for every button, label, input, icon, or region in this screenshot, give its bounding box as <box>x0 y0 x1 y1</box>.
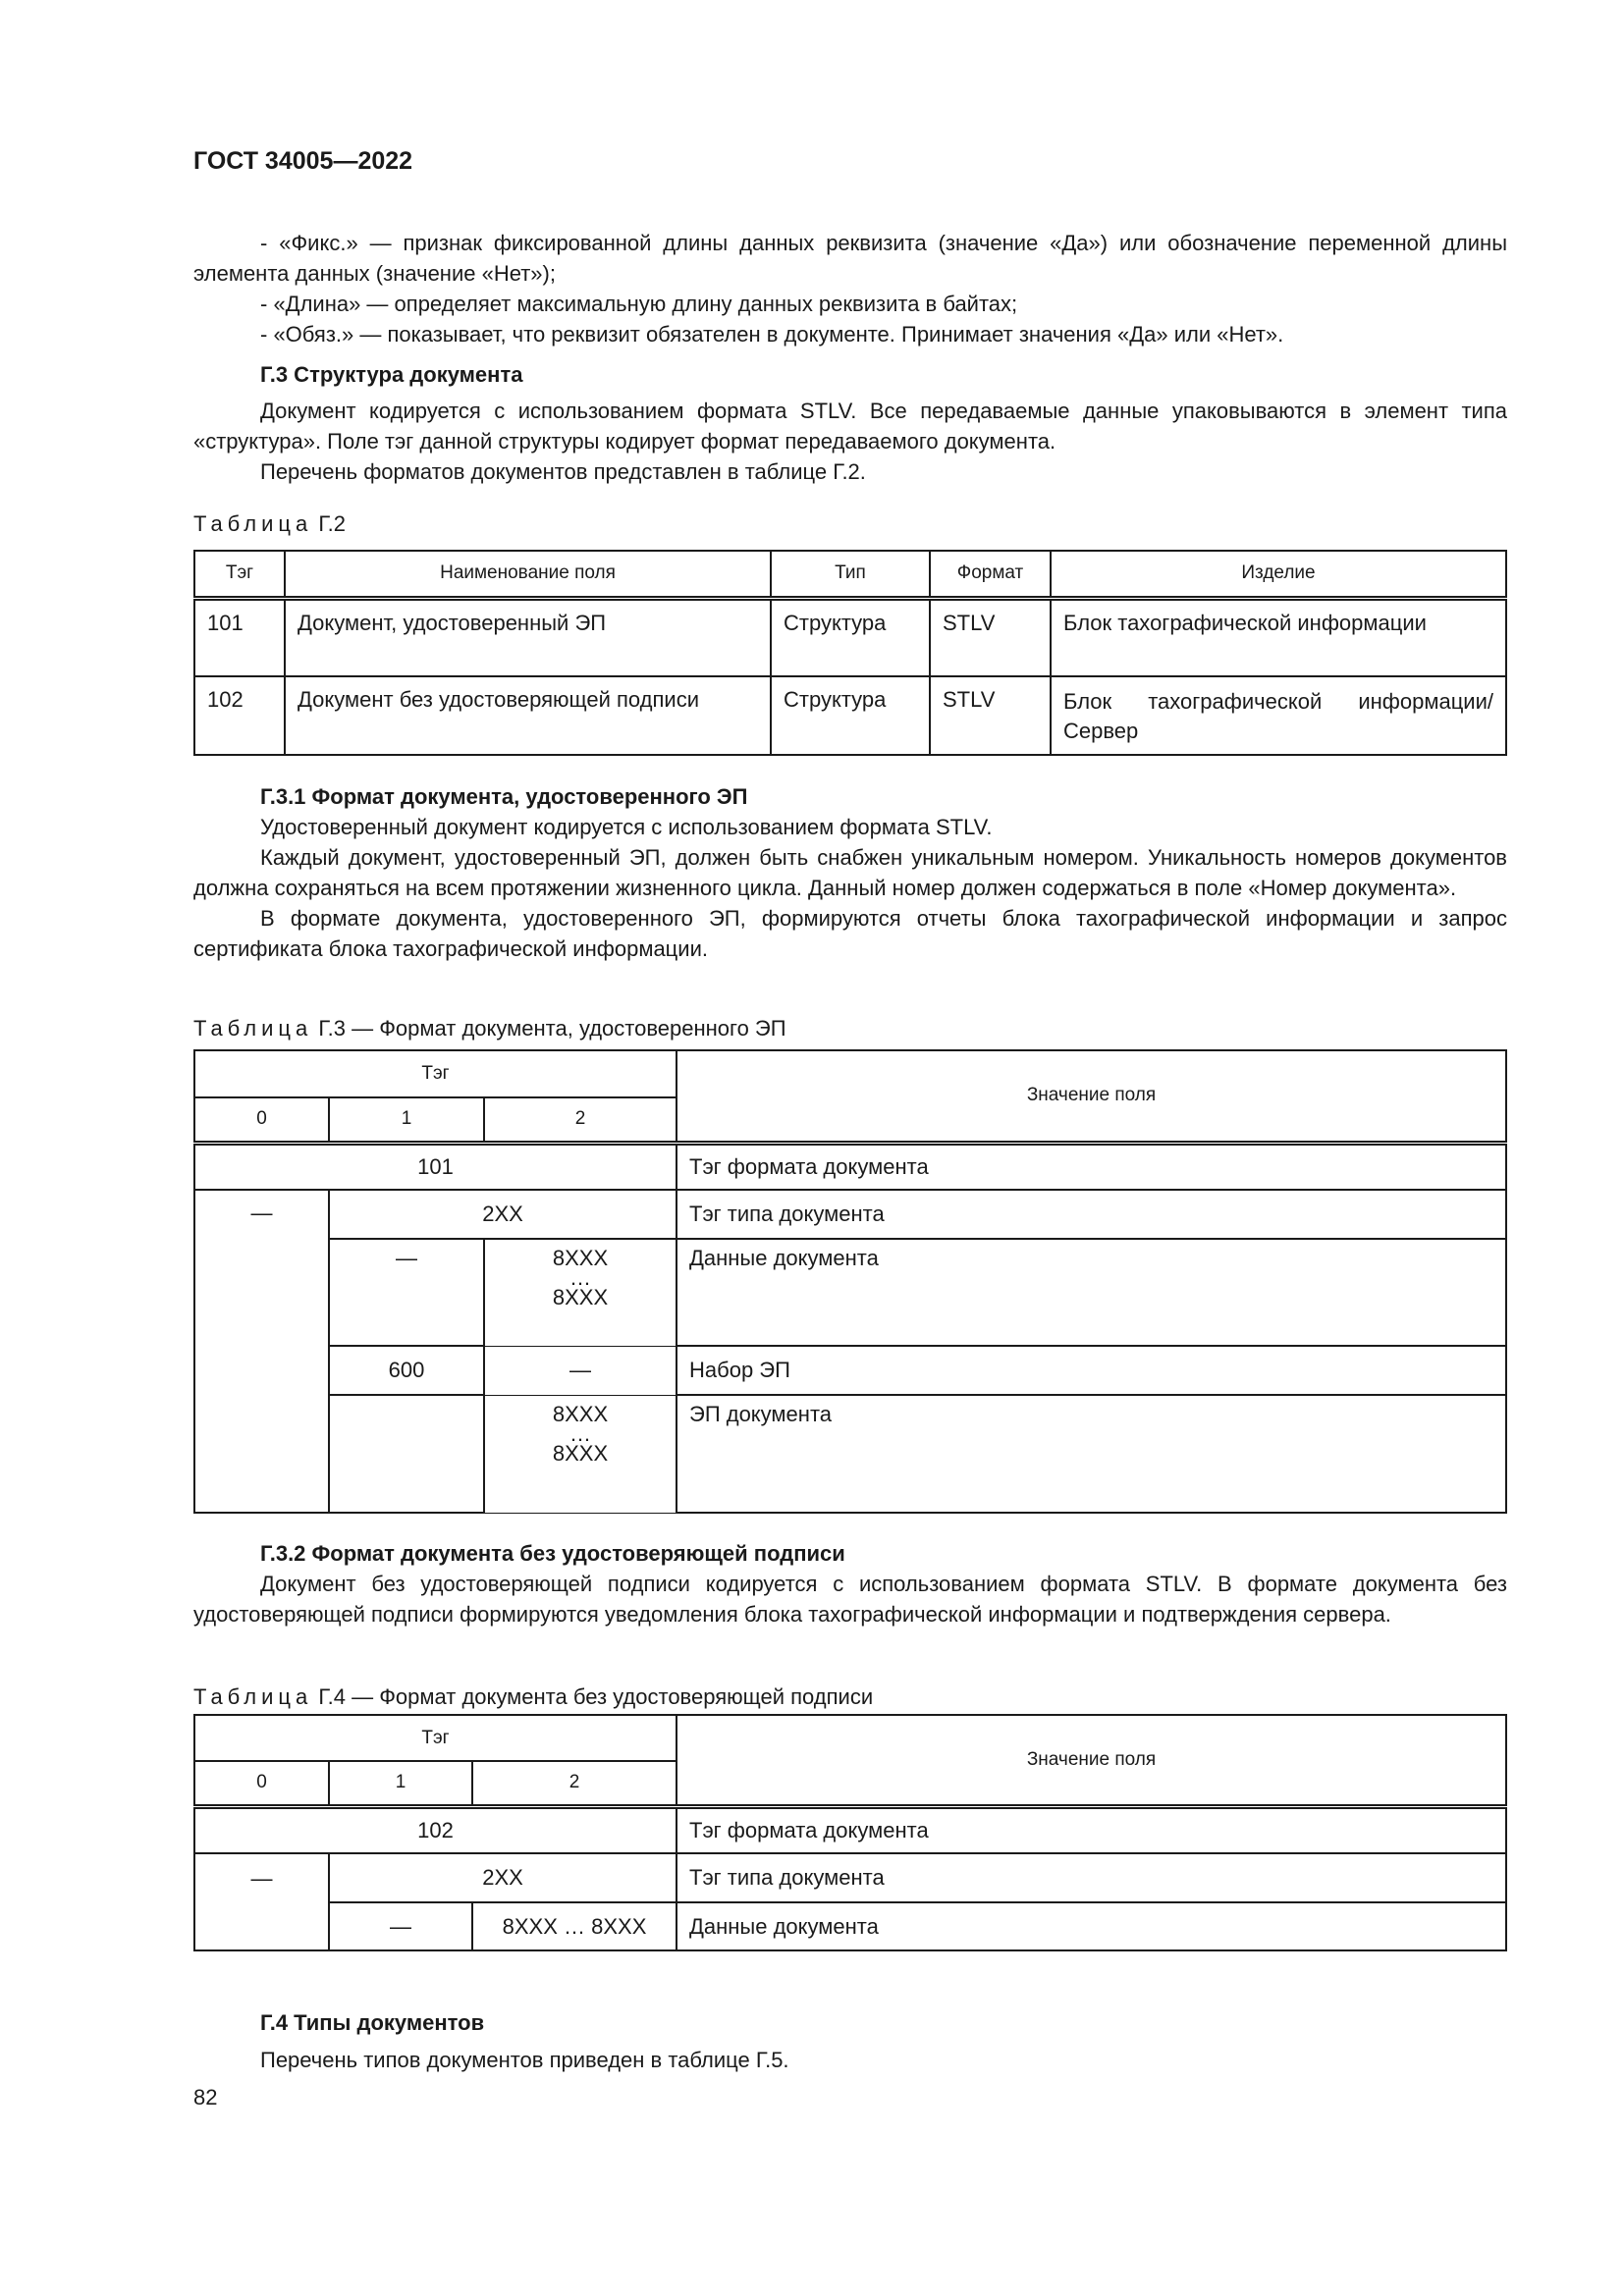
section-heading: Г.4 Типы документов <box>260 2010 485 2035</box>
cell-sigset-level2: — <box>484 1346 677 1395</box>
paragraph: В формате документа, удостоверенного ЭП, формируются отчеты блока тахографической информации и запрос сертификата блока тахографической информации. <box>193 906 1507 961</box>
cell-format: STLV <box>930 598 1051 676</box>
table-row <box>194 1239 1506 1346</box>
table-g2 <box>193 550 1507 756</box>
cell-desc: Тэг формата документа <box>677 1806 1506 1853</box>
header-cell-level: 0 <box>194 1097 329 1143</box>
tag-last: 8XXX <box>552 1440 609 1466</box>
table-row <box>194 1902 1506 1950</box>
cell-data-level1: — <box>329 1239 484 1346</box>
paragraph: Документ кодируется с использованием формата STLV. Все передаваемые данные упаковываются в элемент типа «структура». Поле тэг данной структуры кодирует формат передаваемого документа. <box>193 399 1507 454</box>
cell-type: Структура <box>771 598 930 676</box>
table-caption <box>193 1013 1507 1043</box>
cell-desc: Данные документа <box>677 1239 1506 1346</box>
caption-word: Таблица <box>193 1684 313 1709</box>
header-cell-level: 1 <box>329 1761 472 1806</box>
cell-type-tag: 2XX <box>329 1853 677 1902</box>
cell-product: Блок тахографической информации/ Сервер <box>1051 676 1506 755</box>
caption-id: Г.4 <box>318 1684 346 1709</box>
caption-word: Таблица <box>193 1016 313 1041</box>
section-heading: Г.3 Структура документа <box>260 362 523 387</box>
paragraph: Каждый документ, удостоверенный ЭП, должен быть снабжен уникальным номером. Уникальность номеров документов должна сохраняться на всем протяжении жизненного цикла. Данный номер должен содержаться в поле «Номер документа». <box>193 845 1507 900</box>
header-cell-level: 2 <box>472 1761 677 1806</box>
list-item: - «Фикс.» — признак фиксированной длины данных реквизита (значение «Да») или обозначение переменной длины элемента данных (значение «Нет»); <box>193 231 1507 286</box>
table-row <box>194 1346 1506 1395</box>
table-header-row <box>194 551 1506 598</box>
cell-name: Документ без удостоверяющей подписи <box>285 676 771 755</box>
header-cell: Изделие <box>1051 551 1506 598</box>
caption-title: — Формат документа, удостоверенного ЭП <box>345 1016 786 1041</box>
header-cell-tag: Тэг <box>194 1050 677 1097</box>
cell-desc: Набор ЭП <box>677 1346 1506 1395</box>
table-g3 <box>193 1049 1507 1514</box>
header-cell-tag: Тэг <box>194 1715 677 1761</box>
intro-list <box>193 228 1507 349</box>
table-caption <box>193 508 1507 539</box>
tag-ellipsis: … <box>569 1265 591 1290</box>
paragraph: Документ без удостоверяющей подписи кодируется с использованием формата STLV. В формате документа без удостоверяющей подписи формируются уведомления блока тахографической информации и подтверждения сервера. <box>193 1572 1507 1627</box>
header-cell-level: 2 <box>484 1097 677 1143</box>
cell-desc: Тэг типа документа <box>677 1190 1506 1239</box>
cell-desc: ЭП документа <box>677 1395 1506 1513</box>
header-cell: Формат <box>930 551 1051 598</box>
cell-desc: Тэг формата документа <box>677 1143 1506 1190</box>
section-g4 <box>193 2007 1507 2075</box>
section-g32 <box>193 1538 1507 1629</box>
page-number: 82 <box>193 2085 218 2109</box>
paragraph: Перечень типов документов приведен в таблице Г.5. <box>260 2048 789 2072</box>
cell-format-tag: 102 <box>194 1806 677 1853</box>
table-g4 <box>193 1714 1507 1951</box>
table-row <box>194 676 1506 755</box>
header-cell: Тип <box>771 551 930 598</box>
tag-ellipsis: … <box>569 1420 591 1446</box>
paragraph: Удостоверенный документ кодируется с использованием формата STLV. <box>260 815 993 839</box>
document-header: ГОСТ 34005—2022 <box>193 147 413 175</box>
cell-data-level1: — <box>329 1902 472 1950</box>
cell-sigset-level1: 600 <box>329 1346 484 1395</box>
cell-format: STLV <box>930 676 1051 755</box>
table-header-row <box>194 1715 1506 1761</box>
table-row <box>194 1853 1506 1902</box>
section-g3 <box>193 359 1507 487</box>
cell-product: Блок тахографической информации <box>1051 598 1506 676</box>
table-row <box>194 1806 1506 1853</box>
header-cell-level: 1 <box>329 1097 484 1143</box>
cell-tag: 102 <box>194 676 285 755</box>
cell-empty <box>329 1395 484 1513</box>
table-row <box>194 1143 1506 1190</box>
tag-first: 8XXX <box>552 1401 609 1426</box>
header-cell: Тэг <box>194 551 285 598</box>
cell-level0-dash: — <box>194 1190 329 1513</box>
header-cell-value: Значение поля <box>677 1715 1506 1806</box>
table-row <box>194 1395 1506 1513</box>
cell-type-tag: 2XX <box>329 1190 677 1239</box>
section-g31 <box>193 781 1507 964</box>
header-cell-level: 0 <box>194 1761 329 1806</box>
caption-title: — Формат документа без удостоверяющей подписи <box>345 1684 874 1709</box>
cell-level0-dash: — <box>194 1853 329 1950</box>
table-caption <box>193 1682 1507 1712</box>
cell-sig-level2 <box>484 1395 677 1513</box>
cell-desc: Тэг типа документа <box>677 1853 1506 1902</box>
table-row <box>194 598 1506 676</box>
header-cell: Наименование поля <box>285 551 771 598</box>
header-cell-value: Значение поля <box>677 1050 1506 1143</box>
caption-id: Г.3 <box>318 1016 346 1041</box>
list-item: - «Обяз.» — показывает, что реквизит обязателен в документе. Принимает значения «Да» или «Нет». <box>260 322 1284 347</box>
list-item: - «Длина» — определяет максимальную длину данных реквизита в байтах; <box>260 292 1018 316</box>
cell-desc: Данные документа <box>677 1902 1506 1950</box>
tag-last: 8XXX <box>552 1285 609 1309</box>
caption-word: Таблица <box>193 511 313 536</box>
tag-first: 8XXX <box>552 1246 609 1270</box>
section-heading: Г.3.2 Формат документа без удостоверяющей подписи <box>260 1541 845 1566</box>
cell-name: Документ, удостоверенный ЭП <box>285 598 771 676</box>
table-header-row <box>194 1050 1506 1097</box>
cell-tag: 101 <box>194 598 285 676</box>
cell-type: Структура <box>771 676 930 755</box>
caption-id: Г.2 <box>318 511 346 536</box>
cell-data-level2 <box>484 1239 677 1346</box>
section-heading: Г.3.1 Формат документа, удостоверенного ЭП <box>260 784 748 809</box>
cell-format-tag: 101 <box>194 1143 677 1190</box>
paragraph: Перечень форматов документов представлен в таблице Г.2. <box>260 459 866 484</box>
table-row <box>194 1190 1506 1239</box>
cell-data-level2: 8XXX … 8XXX <box>472 1902 677 1950</box>
